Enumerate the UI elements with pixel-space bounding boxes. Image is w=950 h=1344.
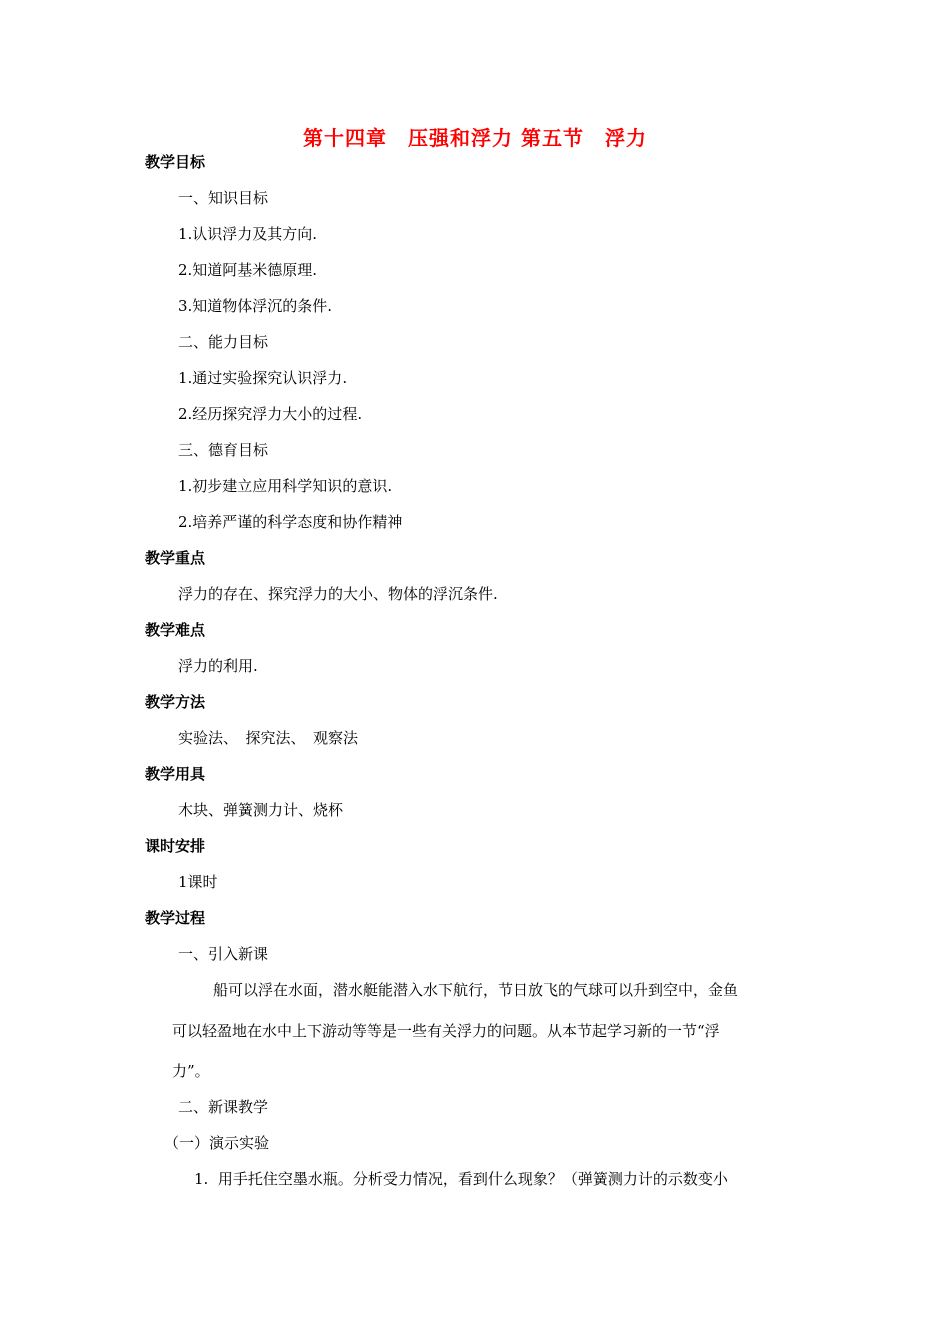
- methods-text: 实验法、 探究法、 观察法: [178, 729, 359, 747]
- moral-item: 1.初步建立应用科学知识的意识.: [178, 477, 393, 495]
- key-points-text: 浮力的存在、探究浮力的大小、物体的浮沉条件.: [178, 585, 498, 603]
- schedule-heading: 课时安排: [145, 837, 206, 855]
- process-heading: 教学过程: [145, 909, 206, 927]
- document-title: 第十四章 压强和浮力 第五节 浮力: [303, 126, 647, 150]
- methods-heading: 教学方法: [145, 693, 206, 711]
- intro-paragraph-line: 可以轻盈地在水中上下游动等等是一些有关浮力的问题。从本节起学习新的一节“浮: [172, 1022, 720, 1040]
- demo-heading: （一）演示实验: [164, 1134, 270, 1152]
- tools-text: 木块、弹簧测力计、烧杯: [178, 801, 344, 819]
- knowledge-objective-heading: 一、知识目标: [178, 189, 269, 207]
- knowledge-item: 3.知道物体浮沉的条件.: [178, 297, 333, 315]
- demo-item: 1. 用手托住空墨水瓶。分析受力情况，看到什么现象？（弹簧测力计的示数变小: [194, 1170, 728, 1188]
- moral-objective-heading: 三、德育目标: [178, 441, 269, 459]
- objectives-heading: 教学目标: [145, 153, 206, 171]
- ability-objective-heading: 二、能力目标: [178, 333, 269, 351]
- intro-paragraph-line: 船可以浮在水面，潜水艇能潜入水下航行，节日放飞的气球可以升到空中，金鱼: [213, 981, 739, 999]
- moral-item: 2.培养严谨的科学态度和协作精神: [178, 513, 403, 531]
- difficulties-heading: 教学难点: [145, 621, 206, 639]
- key-points-heading: 教学重点: [145, 549, 206, 567]
- intro-paragraph-line: 力”。: [172, 1062, 210, 1080]
- schedule-text: 1课时: [178, 873, 218, 891]
- new-lesson-heading: 二、新课教学: [178, 1098, 269, 1116]
- ability-item: 2.经历探究浮力大小的过程.: [178, 405, 363, 423]
- knowledge-item: 2.知道阿基米德原理.: [178, 261, 318, 279]
- ability-item: 1.通过实验探究认识浮力.: [178, 369, 348, 387]
- difficulties-text: 浮力的利用.: [178, 657, 258, 675]
- tools-heading: 教学用具: [145, 765, 206, 783]
- intro-heading: 一、引入新课: [178, 945, 269, 963]
- knowledge-item: 1.认识浮力及其方向.: [178, 225, 318, 243]
